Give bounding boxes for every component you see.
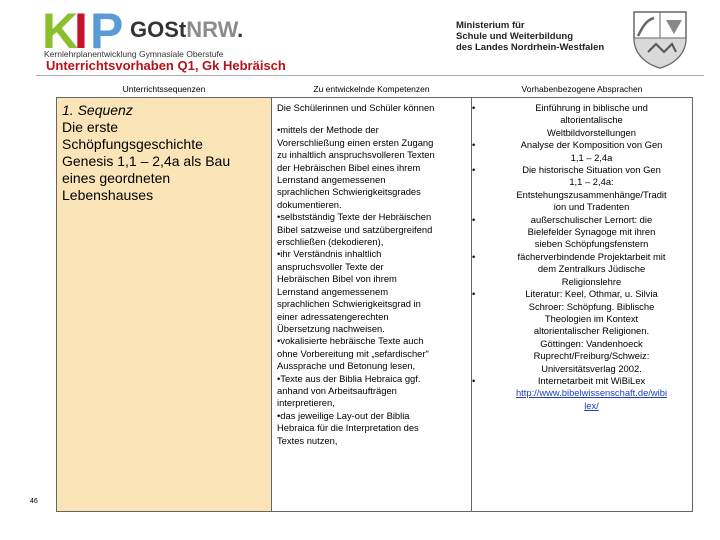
agreement-line: altorientalische: [560, 114, 623, 126]
competence-line: dokumentieren.: [277, 198, 342, 210]
agreement-item: [472, 288, 687, 375]
agreement-line: Schroer: Schöpfung. Biblische: [528, 300, 655, 312]
agreement-line: Weltbildvorstellungen: [547, 126, 636, 138]
logo-brand-gost: GOSt: [130, 17, 187, 42]
page-number: 46: [30, 498, 38, 505]
wibilex-link[interactable]: http://www.bibelwissenschaft.de/wibi: [515, 387, 668, 399]
competence-line: einer adressatengerechten: [277, 310, 389, 322]
logo-letter-k: K: [42, 3, 78, 59]
competence-line: sprachlichen Schwierigkeitsgrad in: [277, 298, 421, 310]
agreement-line: • Internetarbeit mit WiBiLex: [537, 374, 646, 386]
competence-line: sprachlichen Schwierigkeitsgrades: [277, 186, 421, 198]
sequence-line: Schöpfungsgeschichte: [62, 136, 203, 152]
lesson-plan-table: [56, 80, 693, 512]
ministry-name: [456, 20, 604, 53]
competence-line: Bibel satzweise und satzübergreifend: [277, 223, 433, 235]
competence-line: ohne Vorbereitung mit „sefardischer": [277, 347, 429, 359]
competence-line: Lernstand angemessenem: [277, 285, 389, 297]
ministry-line: Schule und Weiterbildung: [456, 31, 573, 42]
competence-line: Lernstand angemessenen: [277, 174, 386, 186]
competence-line: Hebraica für die Interpretation des: [277, 422, 419, 434]
competence-line: der Hebräischen Bibel eines ihrem: [277, 161, 421, 173]
agreement-item: [472, 214, 687, 251]
agreement-item: [472, 375, 687, 412]
agreement-line: altorientalischer Religionen.: [533, 325, 650, 337]
sequence-cell: [57, 98, 272, 512]
sequence-line: Genesis 1,1 – 2,4a als Bau: [62, 153, 231, 169]
ministry-line: des Landes Nordrhein-Westfalen: [456, 42, 605, 53]
agreement-line: • Die historische Situation von Gen: [522, 164, 661, 176]
sequence-line: Lebenshauses: [62, 187, 154, 203]
header-divider: [36, 75, 704, 76]
competence-line: Vorerschließung einen ersten Zugang: [277, 136, 434, 148]
agreement-line: Göttingen: Vandenhoeck: [540, 337, 643, 349]
agreement-line: Entstehungszusammenhänge/Tradit: [516, 188, 667, 200]
agreement-line: Theologien im Kontext: [544, 312, 639, 324]
competence-line: •das jeweilige Lay-out der Biblia: [277, 409, 410, 421]
agreement-line: • fächerverbindende Projektarbeit mit: [517, 250, 666, 262]
competence-line: •ihr Verständnis inhaltlich: [277, 248, 382, 260]
agreement-item: [472, 102, 687, 139]
logo-brand: [130, 17, 243, 43]
competence-line: erschließen (dekodieren),: [277, 236, 384, 248]
agreement-line: • außerschulischer Lernort: die: [530, 213, 653, 225]
sequence-title: 1. Sequenz: [62, 102, 133, 118]
agreement-item: [472, 139, 687, 164]
agreement-item: [472, 251, 687, 288]
competence-line: Hebräischen Bibel von ihrem: [277, 273, 397, 285]
agreement-line: dem Zentralkurs Jüdische: [537, 263, 646, 275]
competence-line: Aussprache und Betonung lesen,: [277, 360, 416, 372]
ministry-line: Ministerium für: [456, 20, 525, 31]
agreements-cell: [472, 98, 693, 512]
agreement-line: ion und Tradenten: [553, 201, 630, 213]
competence-line: •vokalisierte hebräische Texte auch: [277, 335, 424, 347]
competences-list: [277, 124, 466, 447]
logo-brand-dot: .: [237, 17, 244, 42]
agreement-line: Universitätsverlag 2002.: [541, 362, 642, 374]
sequence-text: [62, 102, 266, 204]
competence-line: •selbstständig Texte der Hebräischen: [277, 211, 432, 223]
competence-line: •mittels der Methode der: [277, 124, 379, 136]
table-header-row: [57, 80, 693, 98]
agreement-line: 1,1 – 2,4a: [570, 151, 613, 163]
competence-line: interpretieren,: [277, 397, 335, 409]
agreement-line: • Analyse der Komposition von Gen: [520, 139, 663, 151]
agreement-line: • Einführung in biblische und: [535, 102, 648, 113]
sequence-line: Die erste: [62, 119, 119, 135]
competence-line: Textes nutzen,: [277, 434, 338, 446]
agreement-item: [472, 164, 687, 214]
table-row: [57, 98, 693, 512]
agreement-line: Religionslehre: [561, 275, 622, 287]
header-agreements: Vorhabenbezogene Absprachen: [472, 80, 693, 98]
logo-subtitle: Kernlehrplanentwicklung Gymnasiale Oberstufe: [44, 49, 224, 59]
competences-cell: [272, 98, 472, 512]
competence-line: •Texte aus der Biblia Hebraica ggf.: [277, 372, 421, 384]
competence-line: Übersetzung nachweisen.: [277, 322, 385, 334]
competence-line: anspruchsvoller Texte der: [277, 260, 384, 272]
sequence-line: eines geordneten: [62, 170, 171, 186]
logo-letter-p: P: [90, 3, 123, 59]
competence-line: zu inhaltlich anspruchsvolleren Texten: [277, 149, 435, 161]
competences-intro: Die Schülerinnen und Schüler können: [277, 102, 435, 113]
logo-letter-i: I: [74, 3, 87, 59]
wibilex-link[interactable]: lex/: [584, 399, 599, 411]
logo-brand-nrw: NRW: [186, 17, 238, 42]
agreement-line: 1,1 – 2,4a:: [569, 176, 614, 188]
competence-line: anhand von Arbeitsaufträgen: [277, 384, 397, 396]
nrw-coat-of-arms-icon: [630, 8, 690, 70]
page-title: Unterrichtsvorhaben Q1, Gk Hebräisch: [46, 58, 286, 73]
agreements-list: [472, 102, 687, 412]
agreement-line: sieben Schöpfungsfenstern: [534, 238, 649, 250]
agreement-line: Bielefelder Synagoge mit ihren: [527, 226, 656, 238]
agreement-line: • Literatur: Keel, Othmar, u. Silvia: [525, 288, 658, 300]
header-sequences: Unterrichtssequenzen: [57, 80, 272, 98]
agreement-line: Ruprecht/Freiburg/Schweiz:: [533, 350, 650, 362]
header-competences: Zu entwickelnde Kompetenzen: [272, 80, 472, 98]
kip-gost-logo: [40, 3, 340, 62]
